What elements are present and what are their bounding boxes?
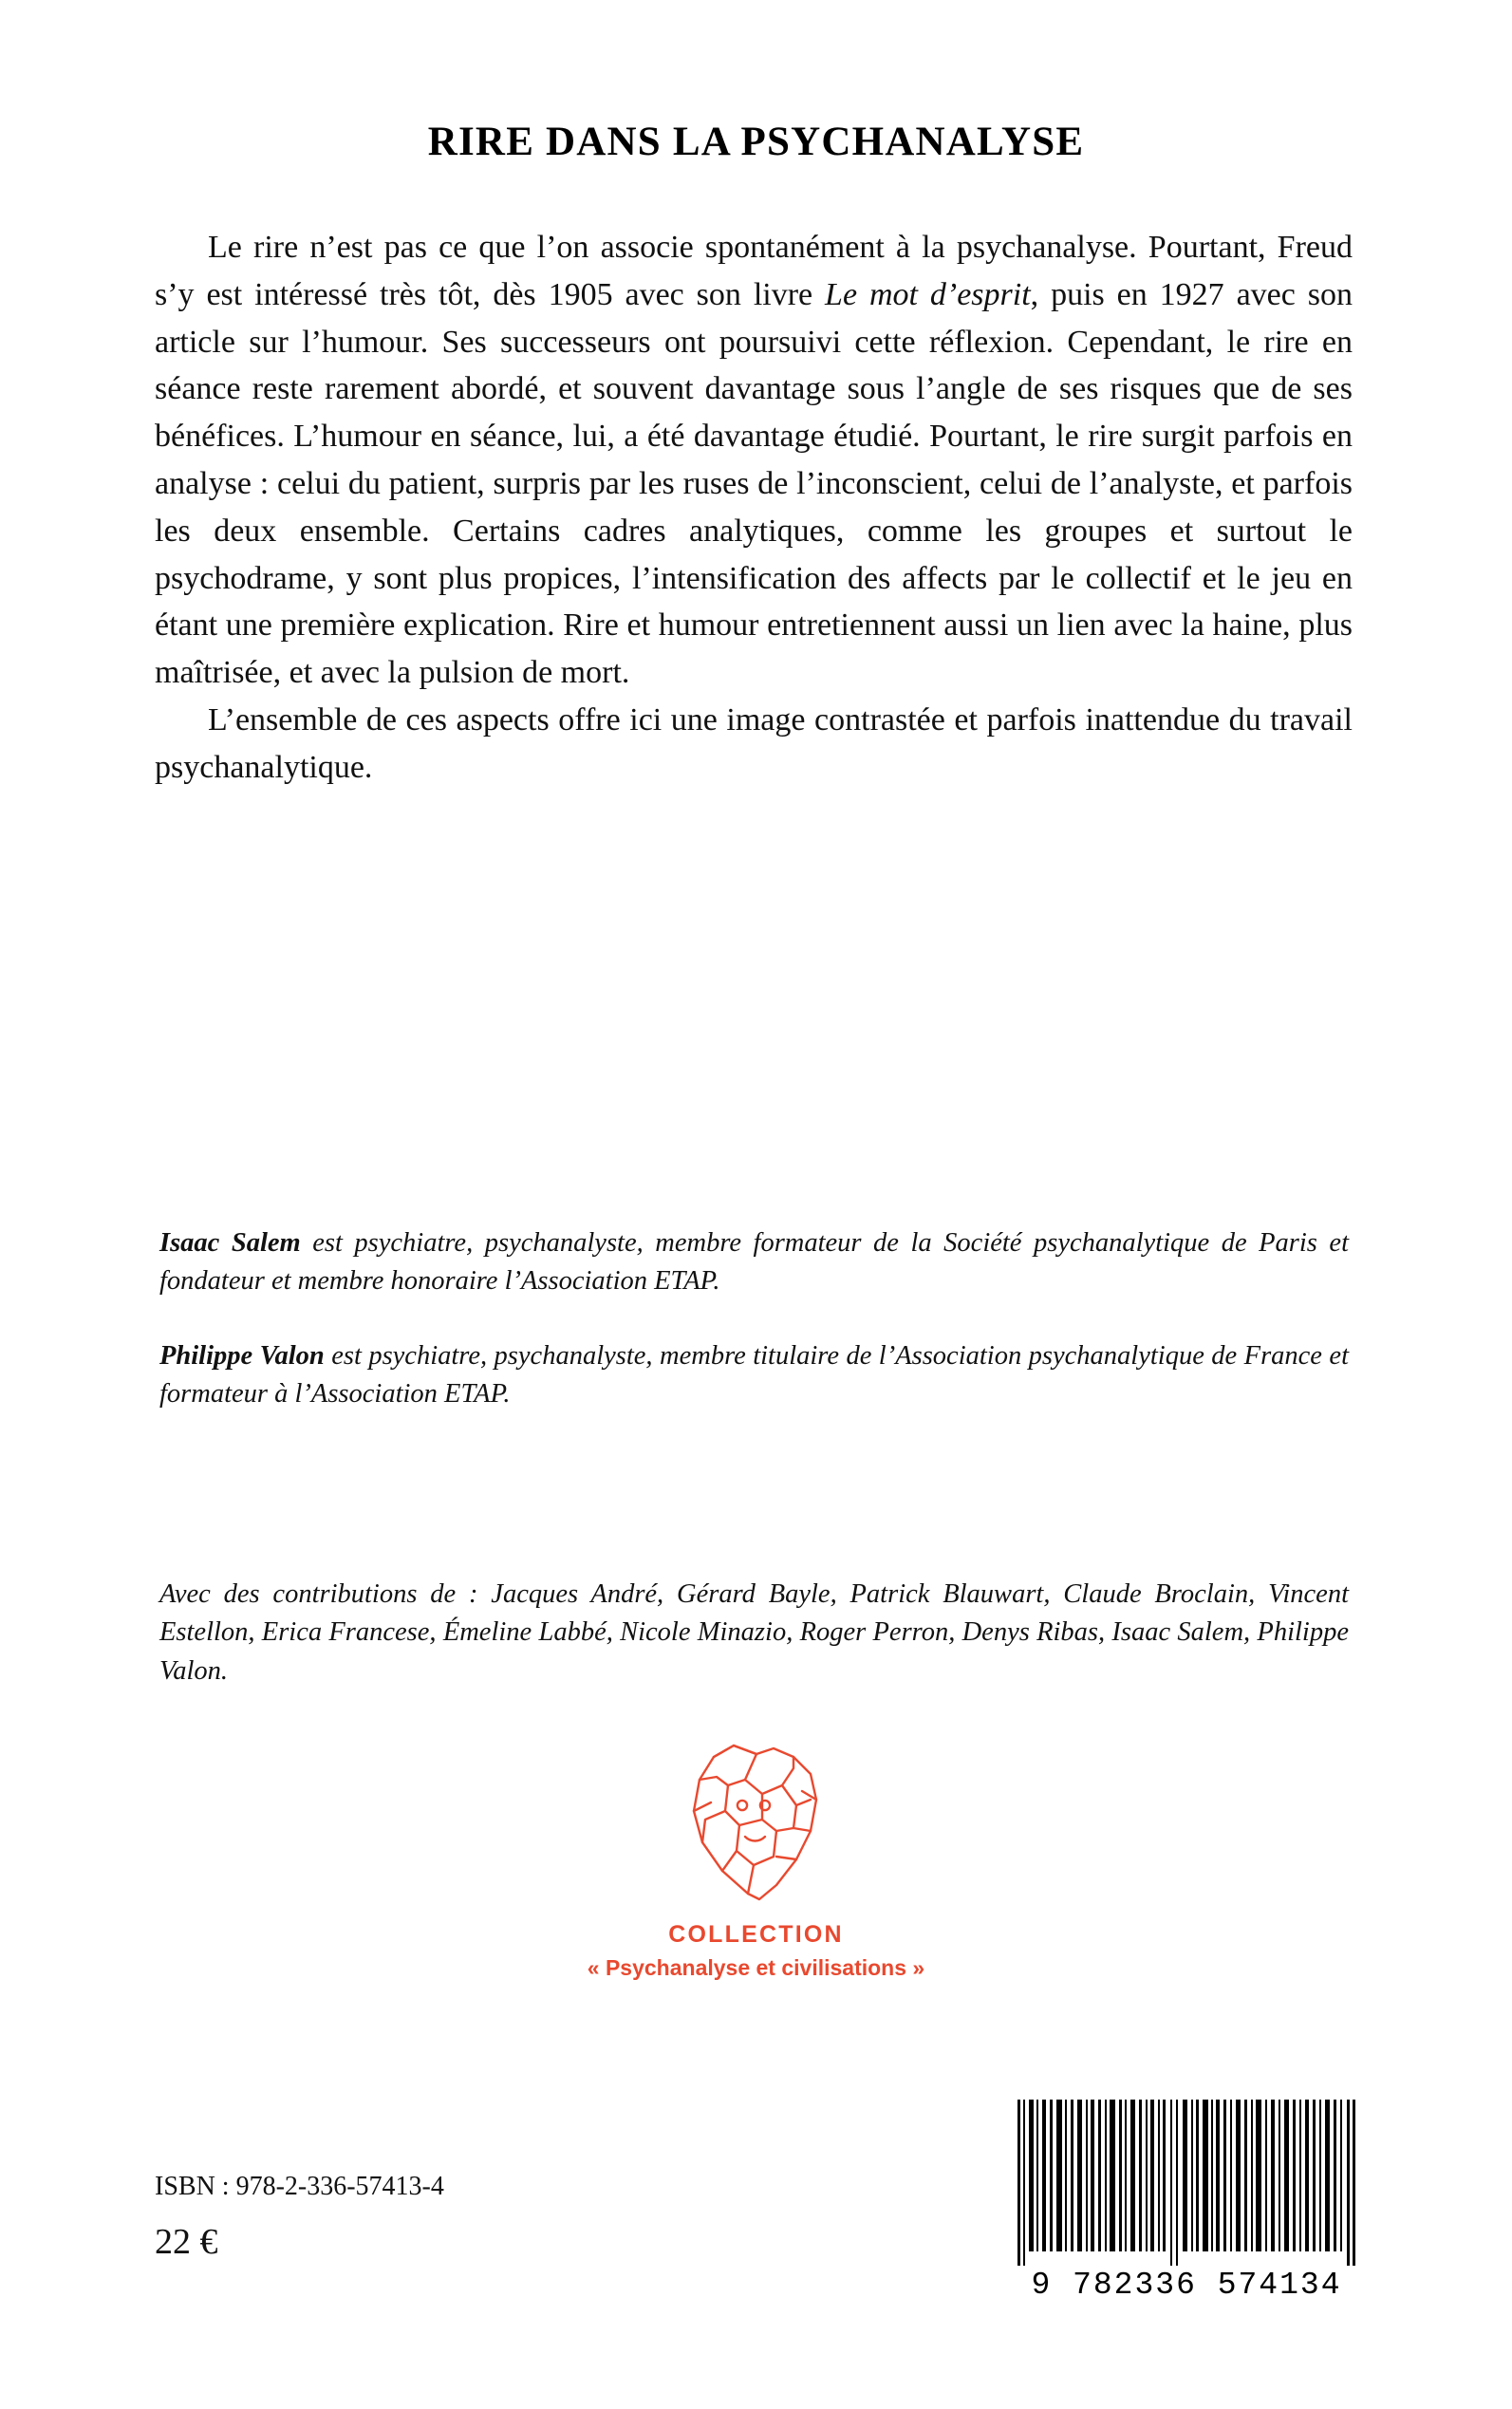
- isbn-text: ISBN : 978-2-336-57413-4: [155, 2172, 444, 2201]
- author-bio-2: [159, 1337, 1349, 1414]
- author-name-2: Philippe Valon: [159, 1340, 325, 1371]
- collection-label: COLLECTION: [668, 1921, 844, 1948]
- collection-name: « Psychanalyse et civilisations »: [587, 1955, 925, 1980]
- barcode-digits: 9 782336 574134: [1031, 2268, 1342, 2303]
- blurb-part-1: Le rire n’est pas ce que l’on associe spontanément à la psychanalyse. Pourtant, Freud s’y est intéressé très tôt, dès 1905 avec son livre: [155, 230, 1353, 312]
- author-bios: [159, 1224, 1349, 1414]
- barcode: [1016, 2100, 1357, 2303]
- author-bio-1: [159, 1224, 1349, 1301]
- blurb-paragraph-1: [155, 224, 1353, 697]
- author-bio-text-1: est psychiatre, psychanalyste, membre formateur de la Société psychanalytique de Paris et fondateur et membre honoraire l’Association ETAP.: [159, 1228, 1349, 1297]
- author-bio-text-2: est psychiatre, psychanalyste, membre titulaire de l’Association psychanalytique de France et formateur à l’Association ETAP.: [159, 1340, 1349, 1410]
- heart-engraving-icon: [671, 1737, 842, 1908]
- blurb-paragraph-2: L’ensemble de ces aspects offre ici une image contrastée et parfois inattendue du travail psychanalytique.: [155, 701, 1353, 785]
- blurb-book-title: Le mot d’esprit: [825, 276, 1031, 312]
- author-name-1: Isaac Salem: [159, 1228, 301, 1258]
- publisher-logo-block: [0, 1737, 1512, 1981]
- page-title: RIRE DANS LA PSYCHANALYSE: [427, 119, 1085, 164]
- blurb-text: [155, 224, 1353, 792]
- contributors-text: Avec des contributions de : Jacques André, Gérard Bayle, Patrick Blauwart, Claude Broclain, Vincent Estellon, Erica Francese, Émeline Labbé, Nicole Minazio, Roger Perron, Denys Ribas, Isaac Salem, Philippe Valon.: [159, 1579, 1349, 1686]
- barcode-bars-icon: [1016, 2100, 1357, 2266]
- blurb-part-2: , puis en 1927 avec son article sur l’humour. Ses successeurs ont poursuivi cette réflexion. Cependant, le rire en séance reste rarement abordé, et souvent davantage sous l’angle de ses risques que de ses bénéfices. L’humour en séance, lui, a été davantage étudié. Pourtant, le rire surgit parfois en analyse : celui du patient, surpris par les ruses de l’inconscient, celui de l’analyste, et parfois les deux ensemble. Certains cadres analytiques, comme les groupes et surtout le psychodrame, y sont plus propices, l’intensification des affects par le collectif et le jeu en étant une première explication. Rire et humour entretiennent aussi un lien avec la haine, plus maîtrisée, et avec la pulsion de mort.: [155, 276, 1353, 691]
- price-text: 22 €: [155, 2222, 218, 2262]
